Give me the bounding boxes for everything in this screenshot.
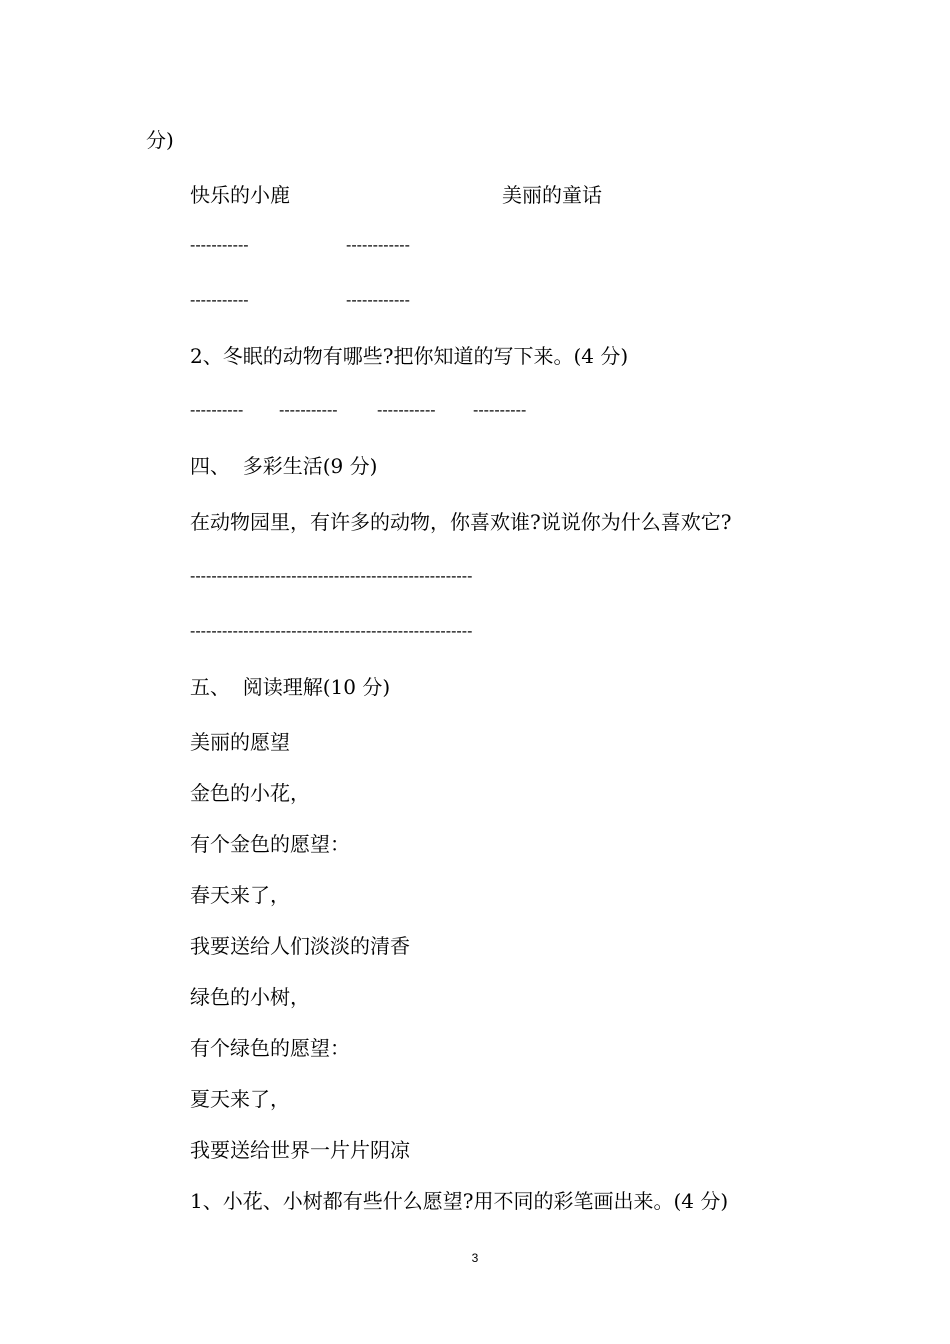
poem-line: 绿色的小树， <box>190 985 310 1009</box>
answer-line: ----------------------------------------------------- <box>190 568 473 585</box>
poem-line: 我要送给人们淡淡的清香 <box>190 934 410 958</box>
answer-line: ----------------------------------------------------- <box>190 623 473 640</box>
answer-blank: ---------- <box>473 402 527 419</box>
phrase-left: 快乐的小鹿 <box>190 183 290 207</box>
question-2: 2、冬眠的动物有哪些?把你知道的写下来。(4 分) <box>190 344 629 368</box>
answer-blank: ----------- <box>190 237 249 254</box>
poem-line: 有个绿色的愿望： <box>190 1036 350 1060</box>
carry-over-text: 分) <box>146 128 174 152</box>
phrase-right: 美丽的童话 <box>502 183 602 207</box>
section-heading: 四、 多彩生活(9 分) <box>190 454 378 478</box>
answer-blank: ---------- <box>190 402 244 419</box>
page-number: 3 <box>471 1251 479 1265</box>
answer-blank: ----------- <box>190 292 249 309</box>
answer-blank: ----------- <box>279 402 338 419</box>
question-1: 1、小花、小树都有些什么愿望?用不同的彩笔画出来。(4 分) <box>190 1189 729 1213</box>
poem-line: 我要送给世界一片片阴凉 <box>190 1138 410 1162</box>
answer-blank: ----------- <box>377 402 436 419</box>
poem-line: 金色的小花， <box>190 781 310 805</box>
section-prompt: 在动物园里，有许多的动物，你喜欢谁?说说你为什么喜欢它? <box>190 510 732 534</box>
answer-blank: ------------ <box>346 237 410 254</box>
answer-blank: ------------ <box>346 292 410 309</box>
section-heading: 五、 阅读理解(10 分) <box>190 675 391 699</box>
poem-line: 有个金色的愿望： <box>190 832 350 856</box>
poem-title: 美丽的愿望 <box>190 730 290 754</box>
poem-line: 夏天来了， <box>190 1087 290 1111</box>
poem-line: 春天来了， <box>190 883 290 907</box>
